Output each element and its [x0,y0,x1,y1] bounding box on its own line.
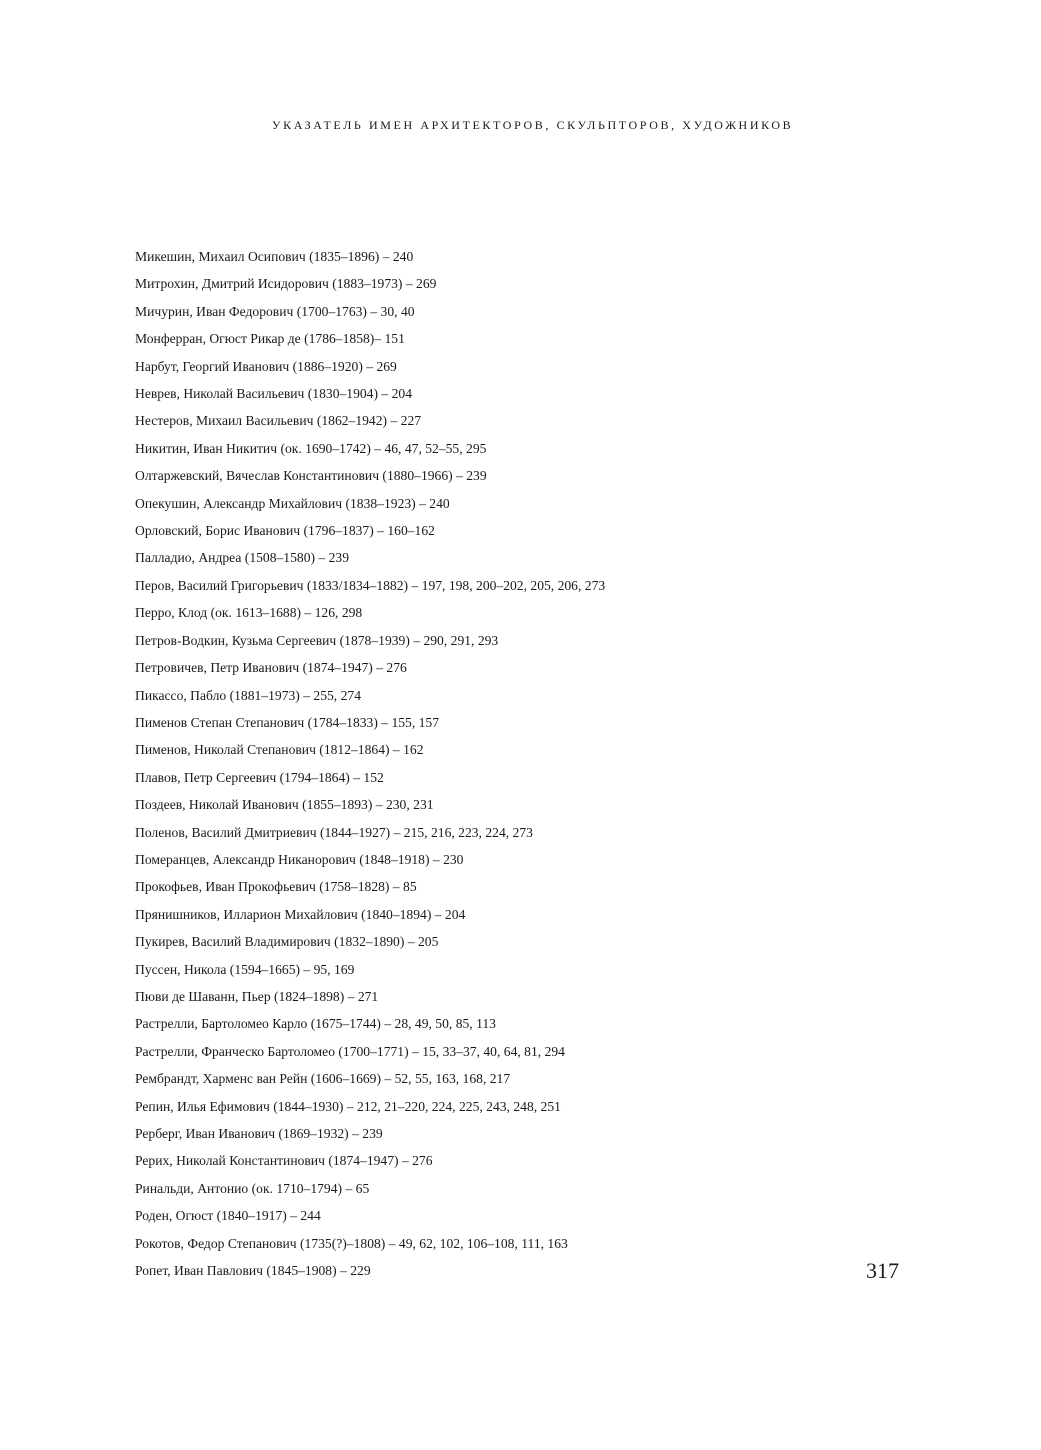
index-entry: Пюви де Шаванн, Пьер (1824–1898) – 271 [135,988,379,1004]
index-entry: Растрелли, Бартоломео Карло (1675–1744) – 28, 49, 50, 85, 113 [135,1016,496,1032]
index-entry: Монферран, Огюст Рикар де (1786–1858)– 151 [135,331,405,347]
index-entry: Репин, Илья Ефимович (1844–1930) – 212, 21–220, 224, 225, 243, 248, 251 [135,1098,561,1114]
index-entry: Рембрандт, Харменс ван Рейн (1606–1669) – 52, 55, 163, 168, 217 [135,1071,511,1087]
index-entry: Прянишников, Илларион Михайлович (1840–1894) – 204 [135,906,466,922]
index-entry: Неврев, Николай Васильевич (1830–1904) – 204 [135,386,412,402]
index-entry: Петров-Водкин, Кузьма Сергеевич (1878–1939) – 290, 291, 293 [135,632,499,648]
page-number: 317 [866,1258,899,1283]
index-entry: Померанцев, Александр Никанорович (1848–1918) – 230 [135,851,464,867]
running-head: УКАЗАТЕЛЬ ИМЕН АРХИТЕКТОРОВ, СКУЛЬПТОРОВ, ХУДОЖНИКОВ [272,118,794,132]
name-index-list [135,247,605,1288]
index-entry: Перро, Клод (ок. 1613–1688) – 126, 298 [135,605,363,621]
index-entry: Мичурин, Иван Федорович (1700–1763) – 30, 40 [135,303,415,319]
index-entry: Нестеров, Михаил Васильевич (1862–1942) – 227 [135,413,422,429]
index-entry: Опекушин, Александр Михайлович (1838–1923) – 240 [135,495,450,511]
index-entry: Ропет, Иван Павлович (1845–1908) – 229 [135,1263,371,1279]
index-entry: Растрелли, Франческо Бартоломео (1700–1771) – 15, 33–37, 40, 64, 81, 294 [135,1043,565,1059]
index-entry: Олтаржевский, Вячеслав Константинович (1880–1966) – 239 [135,468,487,484]
index-entry: Пукирев, Василий Владимирович (1832–1890) – 205 [135,934,439,950]
index-entry: Пименов, Николай Степанович (1812–1864) – 162 [135,742,424,758]
index-entry: Пуссен, Никола (1594–1665) – 95, 169 [135,961,355,977]
index-entry: Микешин, Михаил Осипович (1835–1896) – 240 [135,249,414,264]
index-entry: Петровичев, Петр Иванович (1874–1947) – 276 [135,660,407,676]
index-entry: Рерберг, Иван Иванович (1869–1932) – 239 [135,1126,383,1141]
index-entry: Митрохин, Дмитрий Исидорович (1883–1973) – 269 [135,276,437,292]
index-entry: Нарбут, Георгий Иванович (1886–1920) – 269 [135,358,397,374]
index-entry: Прокофьев, Иван Прокофьевич (1758–1828) – 85 [135,879,417,895]
index-entry: Ринальди, Антонио (ок. 1710–1794) – 65 [135,1180,370,1196]
index-entry: Рерих, Николай Константинович (1874–1947) – 276 [135,1153,433,1169]
index-entry: Палладио, Андреа (1508–1580) – 239 [135,550,350,566]
index-entry: Пикассо, Пабло (1881–1973) – 255, 274 [135,687,361,703]
index-entry: Орловский, Борис Иванович (1796–1837) – 160–162 [135,523,435,539]
index-entry: Поленов, Василий Дмитриевич (1844–1927) – 215, 216, 223, 224, 273 [135,824,533,840]
index-entry: Пименов Степан Степанович (1784–1833) – 155, 157 [135,714,440,730]
index-entry: Перов, Василий Григорьевич (1833/1834–1882) – 197, 198, 200–202, 205, 206, 273 [135,577,606,593]
index-entry: Никитин, Иван Никитич (ок. 1690–1742) – 46, 47, 52–55, 295 [135,440,487,456]
index-entry: Роден, Огюст (1840–1917) – 244 [135,1208,321,1224]
index-entry: Плавов, Петр Сергеевич (1794–1864) – 152 [135,769,384,785]
index-entry: Рокотов, Федор Степанович (1735(?)–1808) – 49, 62, 102, 106–108, 111, 163 [135,1235,568,1251]
index-entry: Поздеев, Николай Иванович (1855–1893) – 230, 231 [135,797,434,813]
